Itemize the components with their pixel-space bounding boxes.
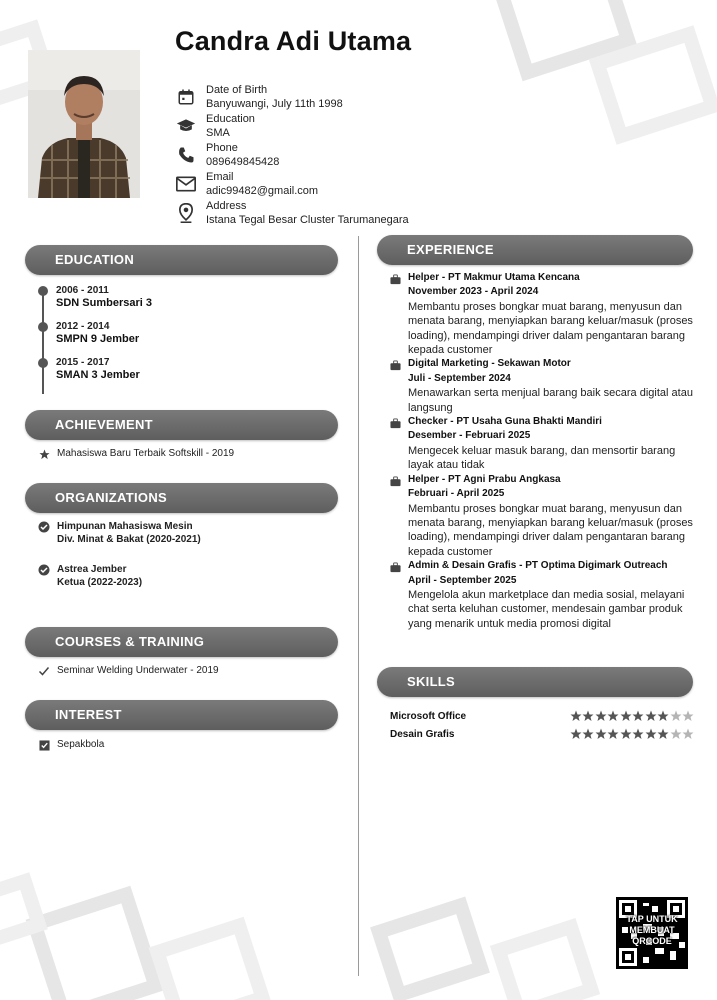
column-divider bbox=[358, 236, 359, 976]
star-filled-icon bbox=[657, 728, 669, 740]
experience-heading-text: EXPERIENCE bbox=[407, 242, 494, 257]
job-period: Juli - September 2024 bbox=[408, 372, 511, 384]
organization-item bbox=[37, 563, 142, 589]
achievement-text: Mahasiswa Baru Terbaik Softskill - 2019 bbox=[57, 448, 235, 459]
star-filled-icon bbox=[570, 728, 582, 740]
skill-name: Desain Grafis bbox=[390, 728, 455, 740]
skill-row bbox=[390, 728, 694, 740]
education-school: SMAN 3 Jember bbox=[56, 369, 140, 381]
briefcase-icon bbox=[390, 272, 402, 284]
skill-row bbox=[390, 710, 694, 722]
job-period: Desember - Februari 2025 bbox=[408, 430, 531, 442]
timeline-dot bbox=[38, 358, 48, 368]
education-years: 2015 - 2017 bbox=[56, 357, 110, 368]
briefcase-icon bbox=[390, 560, 402, 572]
contact-label: Address bbox=[206, 199, 247, 212]
job-title: Helper - PT Agni Prabu Angkasa bbox=[408, 473, 561, 485]
contact-label: Date of Birth bbox=[206, 83, 268, 96]
qr-label-line: MEMBUAT bbox=[629, 925, 675, 935]
experience-list bbox=[390, 271, 700, 631]
check-circle-icon bbox=[37, 520, 51, 534]
achievement-item bbox=[37, 447, 234, 461]
star-filled-icon bbox=[595, 728, 607, 740]
skills-heading-text: SKILLS bbox=[407, 674, 456, 689]
job-title: Checker - PT Usaha Guna Bhakti Mandiri bbox=[408, 416, 602, 428]
experience-heading bbox=[377, 235, 693, 265]
education-school: SMPN 9 Jember bbox=[56, 333, 140, 345]
organizations-heading bbox=[25, 483, 338, 513]
achievement-heading-text: ACHIEVEMENT bbox=[55, 417, 153, 432]
background-decoration bbox=[490, 918, 600, 1000]
contact-label: Email bbox=[206, 170, 234, 183]
star-empty-icon bbox=[670, 728, 682, 740]
background-decoration bbox=[149, 917, 272, 1000]
education-item bbox=[36, 356, 152, 392]
contact-label: Phone bbox=[206, 141, 238, 154]
experience-item bbox=[390, 357, 700, 415]
job-description: Menawarkan serta menjual barang baik secara digital atau langsung bbox=[408, 387, 693, 414]
education-school: SDN Sumbersari 3 bbox=[56, 297, 152, 309]
star-filled-icon bbox=[632, 710, 644, 722]
job-description: Mengecek keluar masuk barang, dan mensortir barang layak atau tidak bbox=[408, 444, 676, 472]
star-filled-icon bbox=[582, 728, 594, 740]
interest-heading-text: INTEREST bbox=[55, 707, 122, 722]
achievement-heading bbox=[25, 410, 338, 440]
star-filled-icon bbox=[607, 728, 619, 740]
education-years: 2012 - 2014 bbox=[56, 321, 110, 332]
skills-heading bbox=[377, 667, 693, 697]
qr-label-line: TAP UNTUK bbox=[626, 914, 678, 924]
contact-label: Education bbox=[206, 112, 255, 125]
skill-rating bbox=[569, 728, 694, 740]
star-filled-icon bbox=[620, 710, 632, 722]
star-empty-icon bbox=[670, 710, 682, 722]
education-item bbox=[36, 284, 152, 320]
star-filled-icon bbox=[607, 710, 619, 722]
phone-icon bbox=[175, 144, 197, 166]
checkmark-icon bbox=[37, 664, 51, 678]
briefcase-icon bbox=[390, 416, 402, 428]
experience-item bbox=[390, 559, 700, 631]
skill-rating bbox=[569, 710, 694, 722]
check-circle-icon bbox=[37, 563, 51, 577]
timeline-dot bbox=[38, 286, 48, 296]
experience-item bbox=[390, 271, 700, 357]
job-title: Helper - PT Makmur Utama Kencana bbox=[408, 272, 580, 283]
course-item bbox=[37, 664, 219, 678]
organizations-heading-text: ORGANIZATIONS bbox=[55, 490, 167, 505]
background-decoration bbox=[26, 886, 165, 1000]
courses-heading-text: COURSES & TRAINING bbox=[55, 634, 205, 649]
star-empty-icon bbox=[682, 710, 694, 722]
contact-row-birth bbox=[175, 82, 409, 111]
education-timeline bbox=[36, 284, 152, 392]
contact-value: SMA bbox=[206, 126, 230, 139]
contact-row-address bbox=[175, 198, 409, 227]
star-filled-icon bbox=[570, 710, 582, 722]
education-heading bbox=[25, 245, 338, 275]
contact-value: adic99482@gmail.com bbox=[206, 184, 319, 197]
job-period: April - September 2025 bbox=[408, 574, 517, 586]
education-heading-text: EDUCATION bbox=[55, 252, 135, 267]
contact-value: Istana Tegal Besar Cluster Tarumanegara bbox=[206, 213, 409, 226]
star-filled-icon bbox=[645, 710, 657, 722]
job-description: Membantu proses bongkar muat barang, menyusun dan menata barang, menyiapkan barang keluar/masuk (proses loading), mendampingi driver dalam pengantaran barang kepada customer bbox=[408, 300, 693, 357]
star-filled-icon bbox=[620, 728, 632, 740]
job-title: Admin & Desain Grafis - PT Optima Digimark Outreach bbox=[408, 560, 668, 572]
experience-item bbox=[390, 473, 700, 559]
contact-row-phone bbox=[175, 140, 409, 169]
organization-role: Div. Minat & Bakat (2020-2021) bbox=[57, 534, 201, 545]
job-title: Digital Marketing - Sekawan Motor bbox=[408, 358, 571, 370]
contact-row-email bbox=[175, 169, 409, 198]
briefcase-icon bbox=[390, 474, 402, 486]
star-filled-icon bbox=[632, 728, 644, 740]
qr-code-label bbox=[616, 914, 688, 947]
interest-heading bbox=[25, 700, 338, 730]
interest-item bbox=[37, 738, 104, 752]
timeline-dot bbox=[38, 322, 48, 332]
contact-row-education bbox=[175, 111, 409, 140]
location-pin-icon bbox=[175, 202, 197, 224]
contact-value: Banyuwangi, July 11th 1998 bbox=[206, 97, 343, 110]
graduation-cap-icon bbox=[175, 115, 197, 137]
star-filled-icon bbox=[645, 728, 657, 740]
contact-info bbox=[175, 82, 409, 227]
profile-photo bbox=[28, 50, 140, 198]
organization-role: Ketua (2022-2023) bbox=[57, 577, 143, 588]
organization-name: Astrea Jember bbox=[57, 564, 127, 575]
education-item bbox=[36, 320, 152, 356]
course-text: Seminar Welding Underwater - 2019 bbox=[57, 665, 219, 676]
interest-text: Sepakbola bbox=[57, 739, 105, 750]
qr-label-line: QRCODE bbox=[632, 936, 672, 946]
star-icon bbox=[37, 447, 51, 461]
education-years: 2006 - 2011 bbox=[56, 285, 109, 296]
contact-value: 089649845428 bbox=[206, 155, 280, 168]
star-filled-icon bbox=[582, 710, 594, 722]
job-description: Mengelola akun marketplace dan media sosial, melayani chat serta keluhan customer, mendesain gambar produk yang menarik untuk media promosi digital bbox=[408, 588, 685, 630]
checkbox-icon bbox=[37, 738, 51, 752]
star-filled-icon bbox=[595, 710, 607, 722]
candidate-name: Candra Adi Utama bbox=[175, 26, 412, 56]
background-decoration bbox=[370, 897, 490, 1000]
job-description: Membantu proses bongkar muat barang, menyusun dan menata barang, menyiapkan barang keluar/masuk (proses loading), mendampingi driver dalam pengantaran barang kepada customer bbox=[408, 502, 693, 558]
star-empty-icon bbox=[682, 728, 694, 740]
star-filled-icon bbox=[657, 710, 669, 722]
envelope-icon bbox=[175, 173, 197, 195]
experience-item bbox=[390, 415, 700, 473]
organization-item bbox=[37, 520, 201, 546]
job-period: Februari - April 2025 bbox=[408, 488, 505, 500]
briefcase-icon bbox=[390, 358, 402, 370]
job-period: November 2023 - April 2024 bbox=[408, 286, 539, 298]
calendar-icon bbox=[175, 86, 197, 108]
skill-name: Microsoft Office bbox=[390, 710, 467, 722]
organization-name: Himpunan Mahasiswa Mesin bbox=[57, 521, 193, 532]
courses-heading bbox=[25, 627, 338, 657]
